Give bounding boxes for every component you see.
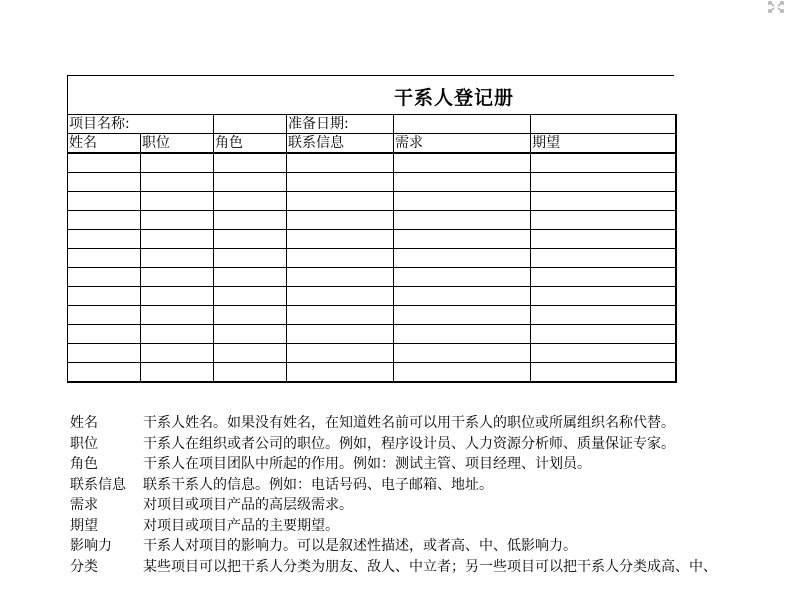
table-row [68, 249, 676, 268]
table-cell[interactable] [287, 344, 394, 363]
legend-description: 对项目或项目产品的高层级需求。 [143, 497, 353, 513]
table-cell[interactable] [394, 153, 531, 173]
legend-item [70, 413, 805, 434]
table-cell[interactable] [68, 230, 141, 249]
table-cell[interactable] [68, 173, 141, 192]
table-cell[interactable] [287, 268, 394, 287]
table-cell[interactable] [141, 192, 214, 211]
table-cell[interactable] [68, 268, 141, 287]
title-row [67, 75, 674, 114]
legend-term: 联系信息 [70, 476, 126, 493]
table-cell[interactable] [214, 249, 287, 268]
table-cell[interactable] [68, 211, 141, 230]
table-cell[interactable] [531, 153, 676, 173]
table-cell[interactable] [141, 173, 214, 192]
table-cell[interactable] [287, 153, 394, 173]
table-cell[interactable] [141, 211, 214, 230]
legend-description: 干系人在项目团队中所起的作用。例如：测试主管、项目经理、计划员。 [143, 456, 591, 472]
table-cell[interactable] [214, 230, 287, 249]
table-cell[interactable] [141, 344, 214, 363]
table-cell[interactable] [531, 249, 676, 268]
legend-item [70, 454, 805, 475]
stakeholder-table [67, 114, 677, 383]
table-cell[interactable] [68, 344, 141, 363]
table-cell[interactable] [141, 268, 214, 287]
table-cell[interactable] [531, 363, 676, 383]
table-cell[interactable] [531, 287, 676, 306]
legend-term: 分类 [70, 558, 98, 575]
legend-description: 干系人在组织或者公司的职位。例如，程序设计员、人力资源分析师、质量保证专家。 [143, 435, 675, 452]
table-cell[interactable] [287, 192, 394, 211]
legend-item [70, 516, 805, 537]
table-cell[interactable] [68, 325, 141, 344]
column-header-name: 姓名 [68, 134, 141, 154]
table-cell[interactable] [394, 192, 531, 211]
column-header-expectations: 期望 [531, 134, 676, 154]
table-cell[interactable] [394, 268, 531, 287]
table-cell[interactable] [394, 325, 531, 344]
legend-description: 某些项目可以把干系人分类为朋友、敌人、中立者；另一些项目可以把干系人分类成高、中、 [143, 558, 717, 575]
table-cell[interactable] [68, 363, 141, 383]
table-cell[interactable] [287, 230, 394, 249]
legend-item [70, 536, 805, 557]
table-cell[interactable] [141, 249, 214, 268]
table-cell[interactable] [394, 230, 531, 249]
column-header-position: 职位 [141, 134, 214, 154]
table-cell[interactable] [141, 306, 214, 325]
table-cell[interactable] [531, 230, 676, 249]
table-row [68, 173, 676, 192]
field-definitions [70, 413, 805, 577]
table-cell[interactable] [141, 363, 214, 383]
table-cell[interactable] [141, 153, 214, 173]
table-cell[interactable] [68, 287, 141, 306]
expand-arrows-icon[interactable] [766, 0, 786, 14]
table-cell[interactable] [531, 211, 676, 230]
legend-description: 干系人姓名。如果没有姓名，在知道姓名前可以用干系人的职位或所属组织名称代替。 [143, 415, 675, 431]
legend-item [70, 475, 805, 496]
table-row [68, 211, 676, 230]
table-cell[interactable] [287, 173, 394, 192]
legend-term: 职位 [70, 435, 98, 452]
meta-blank-cell[interactable] [531, 115, 676, 134]
table-cell[interactable] [394, 211, 531, 230]
table-cell[interactable] [68, 192, 141, 211]
table-cell[interactable] [287, 211, 394, 230]
table-cell[interactable] [287, 325, 394, 344]
column-header-contact: 联系信息 [287, 134, 394, 154]
table-cell[interactable] [394, 287, 531, 306]
table-cell[interactable] [287, 249, 394, 268]
legend-term: 姓名 [70, 415, 98, 431]
stakeholder-register-sheet [67, 75, 675, 391]
meta-row [68, 115, 676, 134]
legend-description: 联系干系人的信息。例如：电话号码、电子邮箱、地址。 [143, 476, 493, 493]
table-cell[interactable] [68, 306, 141, 325]
table-cell[interactable] [287, 306, 394, 325]
table-cell[interactable] [68, 153, 141, 173]
table-cell[interactable] [214, 363, 287, 383]
table-cell[interactable] [531, 268, 676, 287]
table-cell[interactable] [214, 211, 287, 230]
table-cell[interactable] [214, 173, 287, 192]
legend-term: 角色 [70, 456, 98, 472]
table-row [68, 363, 676, 383]
form-title: 干系人登记册 [394, 87, 515, 109]
table-row [68, 268, 676, 287]
table-row [68, 344, 676, 363]
legend-term: 期望 [70, 517, 98, 534]
legend-item [70, 557, 805, 578]
table-row [68, 287, 676, 306]
column-header-role: 角色 [214, 134, 287, 154]
project-name-value-cell[interactable] [214, 115, 287, 134]
table-cell[interactable] [287, 363, 394, 383]
table-cell[interactable] [394, 306, 531, 325]
table-cell[interactable] [214, 287, 287, 306]
table-cell[interactable] [214, 344, 287, 363]
table-cell[interactable] [214, 268, 287, 287]
table-cell[interactable] [214, 153, 287, 173]
table-cell[interactable] [531, 192, 676, 211]
table-cell[interactable] [141, 325, 214, 344]
table-row [68, 153, 676, 173]
table-cell[interactable] [531, 325, 676, 344]
header-row [68, 134, 676, 154]
table-cell[interactable] [214, 325, 287, 344]
table-cell[interactable] [394, 344, 531, 363]
prepared-date-value-cell[interactable] [394, 115, 531, 134]
prepared-date-label: 准备日期: [287, 115, 394, 134]
legend-item [70, 434, 805, 455]
table-cell[interactable] [394, 173, 531, 192]
column-header-requirements: 需求 [394, 134, 531, 154]
table-row [68, 306, 676, 325]
table-cell[interactable] [214, 192, 287, 211]
table-cell[interactable] [68, 249, 141, 268]
table-cell[interactable] [141, 230, 214, 249]
legend-term: 需求 [70, 497, 98, 513]
table-cell[interactable] [394, 363, 531, 383]
table-cell[interactable] [394, 249, 531, 268]
table-cell[interactable] [141, 287, 214, 306]
table-cell[interactable] [287, 287, 394, 306]
table-cell[interactable] [531, 344, 676, 363]
legend-item [70, 495, 805, 516]
legend-description: 干系人对项目的影响力。可以是叙述性描述，或者高、中、低影响力。 [143, 538, 577, 554]
table-cell[interactable] [531, 306, 676, 325]
table-cell[interactable] [531, 173, 676, 192]
table-row [68, 230, 676, 249]
table-cell[interactable] [214, 306, 287, 325]
legend-term: 影响力 [70, 538, 112, 554]
legend-description: 对项目或项目产品的主要期望。 [143, 517, 339, 534]
table-row [68, 192, 676, 211]
table-row [68, 325, 676, 344]
project-name-label: 项目名称: [68, 115, 214, 134]
